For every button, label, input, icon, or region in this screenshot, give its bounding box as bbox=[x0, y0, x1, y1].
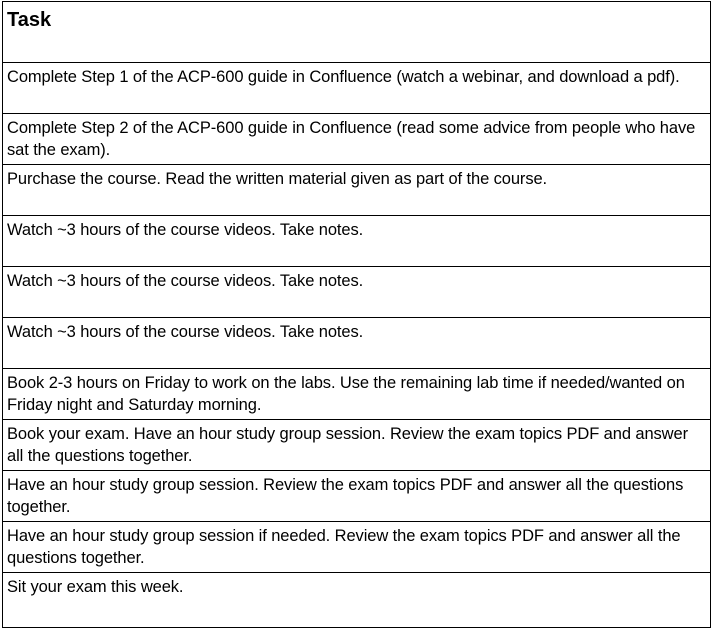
task-text: Purchase the course. Read the written material given as part of the course. bbox=[7, 170, 548, 188]
task-cell bbox=[3, 471, 711, 522]
task-cell bbox=[3, 267, 711, 318]
table-row bbox=[3, 471, 711, 522]
task-cell bbox=[3, 114, 711, 165]
table-row bbox=[3, 318, 711, 369]
task-cell bbox=[3, 522, 711, 573]
task-cell bbox=[3, 63, 711, 114]
task-text: Complete Step 2 of the ACP-600 guide in Confluence (read some advice from people who have sat the exam). bbox=[7, 119, 696, 159]
table-row bbox=[3, 216, 711, 267]
task-text: Book 2-3 hours on Friday to work on the labs. Use the remaining lab time if needed/wanted on Friday night and Saturday morning. bbox=[7, 374, 685, 414]
task-text: Watch ~3 hours of the course videos. Take notes. bbox=[7, 323, 364, 341]
task-cell bbox=[3, 318, 711, 369]
table-row bbox=[3, 63, 711, 114]
task-cell bbox=[3, 369, 711, 420]
task-text: Watch ~3 hours of the course videos. Take notes. bbox=[7, 272, 364, 290]
task-cell bbox=[3, 216, 711, 267]
task-text: Sit your exam this week. bbox=[7, 578, 184, 596]
task-column-header: Task bbox=[3, 2, 711, 63]
task-cell bbox=[3, 573, 711, 628]
table-row bbox=[3, 420, 711, 471]
table-row bbox=[3, 522, 711, 573]
table-row bbox=[3, 267, 711, 318]
task-cell bbox=[3, 165, 711, 216]
table-row bbox=[3, 114, 711, 165]
task-table bbox=[2, 1, 711, 628]
task-text: Have an hour study group session. Review the exam topics PDF and answer all the questions together. bbox=[7, 476, 684, 516]
table-row bbox=[3, 369, 711, 420]
task-text: Watch ~3 hours of the course videos. Take notes. bbox=[7, 221, 364, 239]
task-text: Complete Step 1 of the ACP-600 guide in Confluence (watch a webinar, and download a pdf). bbox=[7, 68, 680, 86]
task-text: Book your exam. Have an hour study group session. Review the exam topics PDF and answer all the questions together. bbox=[7, 425, 688, 465]
table-row bbox=[3, 165, 711, 216]
task-cell bbox=[3, 420, 711, 471]
header-row bbox=[3, 2, 711, 63]
table-row bbox=[3, 573, 711, 628]
task-text: Have an hour study group session if needed. Review the exam topics PDF and answer all the questions together. bbox=[7, 527, 681, 567]
